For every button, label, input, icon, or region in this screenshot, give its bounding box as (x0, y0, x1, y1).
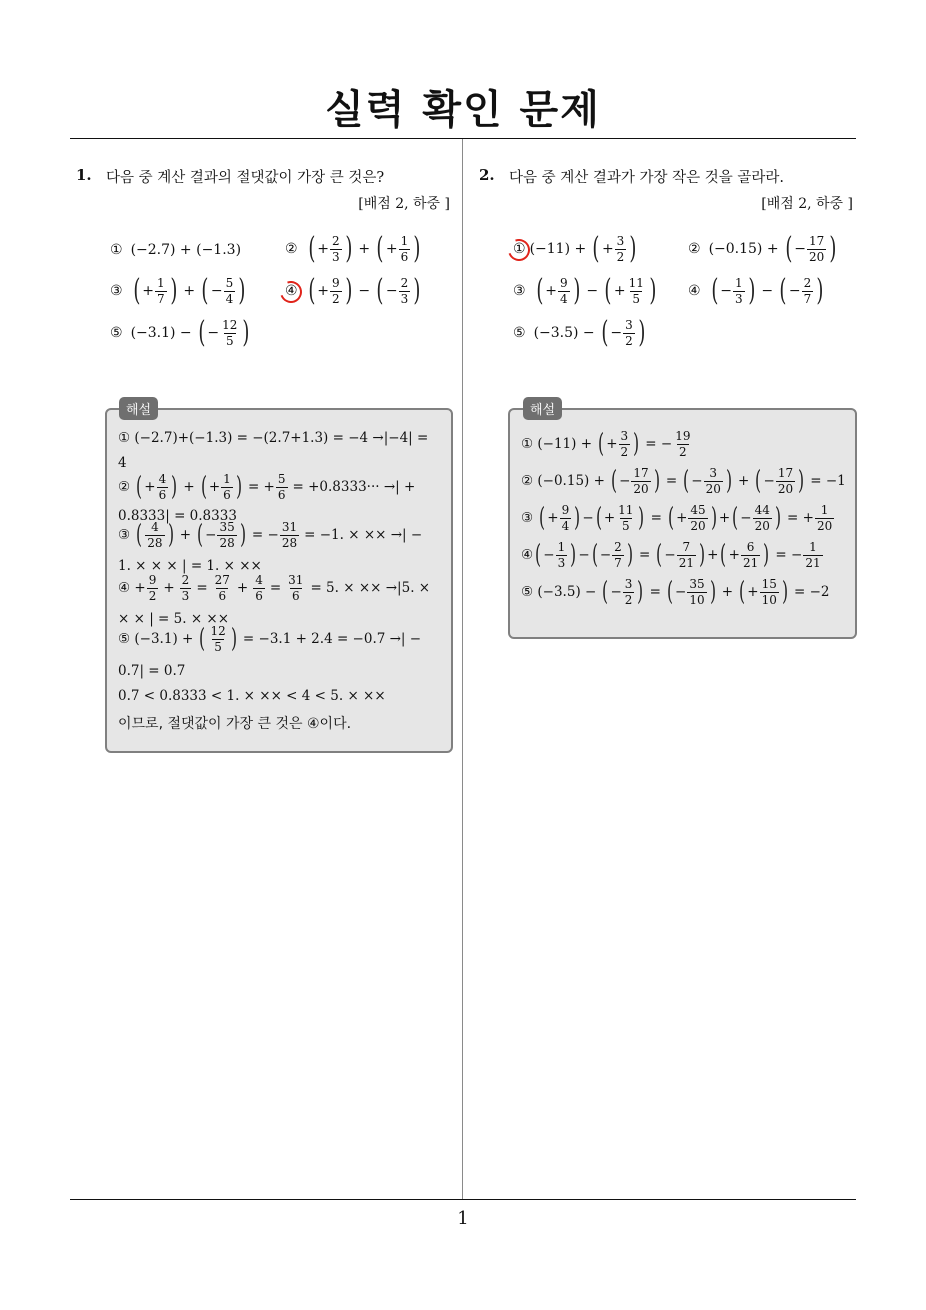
q1-choice-2[interactable] (285, 231, 423, 266)
choice-expression: (−3.5) − (533, 325, 595, 341)
left-paren: ( (307, 231, 315, 266)
choice-mark: ⑤ (110, 325, 123, 341)
sign: − (210, 283, 223, 299)
fraction: $\frac{9}{4}$ (560, 275, 568, 306)
q1-sol-line-4: 0.8333| = 0.8333 (118, 508, 237, 524)
sign: + (317, 241, 330, 257)
q2-sol-line-5: ⑤ (−3.5) − ( − $\frac{3}{2}$ ) = ( − $\frac{35}{10}$ ) + ( + $\frac{15}{10}$ ) = −2 (521, 577, 830, 608)
operator: + (183, 283, 196, 299)
right-paren: ) (345, 231, 353, 266)
left-paren: ( (376, 273, 384, 308)
sign: − (794, 241, 807, 257)
q1-sol-conclusion: 이므로, 절댓값이 가장 큰 것은 ④이다. (118, 716, 352, 732)
choice-mark: ③ (110, 283, 123, 299)
right-paren: ) (829, 231, 837, 266)
left-paren: ( (710, 273, 718, 308)
q2-choice-1[interactable] (513, 231, 639, 266)
question-1-meta: [배점 2, 하중 ] (358, 196, 450, 212)
page-title: 실력 확인 문제 (325, 87, 601, 133)
choice-expression: (−2.7) + (−1.3) (130, 242, 242, 258)
choice-mark: ④ (688, 283, 701, 299)
left-paren: ( (779, 273, 787, 308)
fraction: $\frac{3}{2}$ (616, 233, 625, 264)
left-paren: ( (784, 231, 792, 266)
fraction: $\frac{2}{3}$ (400, 275, 409, 306)
q1-sol-line-1: ① (−2.7)+(−1.3) = −(2.7+1.3) = −4 →|−4| = (118, 430, 429, 446)
q2-choice-4[interactable] (688, 273, 826, 308)
choice-mark: ① (110, 242, 123, 258)
sign: + (601, 241, 614, 257)
left-paren: ( (604, 273, 612, 308)
q2-choice-5[interactable] (513, 315, 647, 350)
sign: + (545, 283, 558, 299)
right-paren: ) (345, 273, 353, 308)
right-paren: ) (170, 273, 178, 308)
sign: − (720, 283, 733, 299)
left-paren: ( (307, 273, 315, 308)
choice-mark: ③ (513, 283, 526, 299)
right-paren: ) (573, 273, 581, 308)
question-1-number: 1. (76, 166, 92, 184)
choice-mark: ④ (285, 283, 298, 299)
operator: − (586, 283, 599, 299)
q1-sol-line-2: 4 (118, 455, 127, 471)
sign: + (317, 283, 330, 299)
sign: − (385, 283, 398, 299)
footer-rule (70, 1199, 856, 1200)
q2-sol-line-3: ③ ( + $\frac{9}{4}$ ) − ( + $\frac{11}{5}$ ) = ( + $\frac{45}{20}$ ) + ( − $\frac{44}{20}$ ) = + $\frac{1}{20}$ (521, 503, 833, 534)
sign: + (613, 283, 626, 299)
q2-sol-line-1: ① (−11) + ( + $\frac{3}{2}$ ) = − $\frac{19}{2}$ (521, 429, 691, 460)
fraction: $\frac{12}{5}$ (222, 317, 238, 348)
page-number: 1 (457, 1208, 469, 1229)
right-paren: ) (413, 231, 421, 266)
right-paren: ) (649, 273, 657, 308)
question-2-number: 2. (479, 166, 495, 184)
right-paren: ) (238, 273, 246, 308)
right-paren: ) (638, 315, 646, 350)
choice-expression: (−3.1) − (130, 325, 192, 341)
sign: − (610, 325, 623, 341)
left-paren: ( (198, 315, 206, 350)
q1-sol-line-6: 1. × × × | = 1. × ×× (118, 558, 262, 574)
left-paren: ( (592, 231, 600, 266)
sign: − (788, 283, 801, 299)
choice-mark: ① (513, 241, 526, 257)
q1-sol-line-7: ④ + $\frac{9}{2}$ + $\frac{2}{3}$ = $\frac{27}{6}$ + $\frac{4}{6}$ = $\frac{31}{6}$ = 5. × ×× →|5. × (118, 573, 431, 603)
q1-sol-line-8: × × | = 5. × ×× (118, 611, 230, 627)
right-paren: ) (748, 273, 756, 308)
left-paren: ( (535, 273, 543, 308)
fraction: $\frac{1}{6}$ (400, 233, 409, 264)
q1-choice-5[interactable] (110, 315, 252, 350)
operator: + (358, 241, 371, 257)
fraction: $\frac{2}{3}$ (332, 233, 340, 264)
q2-sol-line-4: ④ ( − $\frac{1}{3}$ ) − ( − $\frac{2}{7}$ ) = ( − $\frac{7}{21}$ ) + ( + $\frac{6}{21}$ ) = − $\frac{1}{21}$ (521, 540, 821, 571)
q1-sol-line-9: ⑤ (−3.1) + ( $\frac{12}{5}$ ) = −3.1 + 2.4 = −0.7 →| − (118, 624, 422, 655)
right-paren: ) (413, 273, 421, 308)
header-rule (70, 138, 856, 139)
q1-choice-1[interactable] (110, 242, 241, 258)
q1-sol-line-3: ② ( + $\frac{4}{6}$ ) + ( + $\frac{1}{6}$ ) = + $\frac{5}{6}$ = +0.8333··· →| + (118, 472, 416, 503)
question-2-meta: [배점 2, 하중 ] (761, 196, 853, 212)
choice-mark: ② (688, 241, 701, 257)
question-1-text: 다음 중 계산 결과의 절댓값이 가장 큰 것은? (106, 170, 385, 186)
fraction: $\frac{9}{2}$ (332, 275, 340, 306)
left-paren: ( (601, 315, 609, 350)
q1-sol-line-5: ③ ( $\frac{4}{28}$ ) + ( − $\frac{35}{28}$ ) = − $\frac{31}{28}$ = −1. × ×× →| − (118, 520, 423, 551)
q2-choice-3[interactable] (513, 273, 659, 308)
column-divider (462, 139, 463, 1200)
fraction: $\frac{17}{20}$ (809, 233, 825, 264)
operator: − (358, 283, 371, 299)
q1-choice-4[interactable] (285, 273, 423, 308)
operator: − (761, 283, 774, 299)
fraction: $\frac{1}{3}$ (735, 275, 743, 306)
choice-expression: (−11) + (529, 241, 587, 257)
fraction: $\frac{5}{4}$ (225, 275, 234, 306)
sign: + (142, 283, 155, 299)
question-2-text: 다음 중 계산 결과가 가장 작은 것을 골라라. (509, 170, 784, 186)
choice-mark: ② (285, 241, 298, 257)
sign: − (207, 325, 220, 341)
left-paren: ( (132, 273, 140, 308)
left-paren: ( (376, 231, 384, 266)
fraction: $\frac{1}{7}$ (157, 275, 165, 306)
q1-sol-line-11: 0.7 < 0.8333 < 1. × ×× < 4 < 5. × ×× (118, 688, 386, 704)
left-paren: ( (201, 273, 209, 308)
choice-mark: ⑤ (513, 325, 526, 341)
q1-sol-line-10: 0.7| = 0.7 (118, 663, 186, 679)
choice-expression: (−0.15) + (708, 241, 779, 257)
right-paren: ) (816, 273, 824, 308)
q2-solution-label: 해설 (523, 397, 562, 420)
right-paren: ) (242, 315, 250, 350)
q1-solution-label: 해설 (119, 397, 158, 420)
q1-choice-3[interactable] (110, 273, 248, 308)
q2-choice-2[interactable] (688, 231, 839, 266)
right-paren: ) (629, 231, 637, 266)
fraction: $\frac{11}{5}$ (628, 275, 644, 306)
q2-sol-line-2: ② (−0.15) + ( − $\frac{17}{20}$ ) = ( − $\frac{3}{20}$ ) + ( − $\frac{17}{20}$ ) = −1 (521, 466, 846, 497)
sign: + (385, 241, 398, 257)
fraction: $\frac{2}{7}$ (803, 275, 812, 306)
fraction: $\frac{3}{2}$ (625, 317, 633, 348)
